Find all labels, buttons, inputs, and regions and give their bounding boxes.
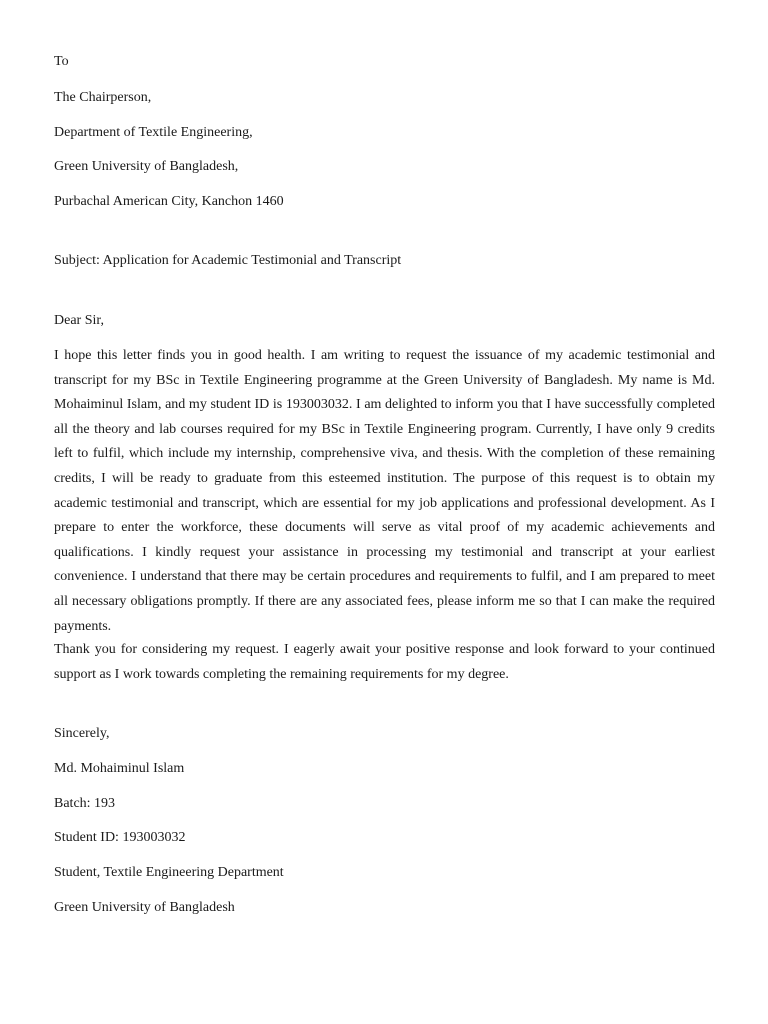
recipient-address: Purbachal American City, Kanchon 1460 <box>54 194 284 209</box>
body-paragraph-2: Thank you for considering my request. I eagerly await your positive response and look forward to your continued support as I work towards completing the remaining requirements for my degree. <box>54 642 715 682</box>
salutation: Dear Sir, <box>54 313 104 328</box>
recipient-title: The Chairperson, <box>54 90 152 105</box>
subject-line: Subject: Application for Academic Testimonial and Transcript <box>54 253 402 268</box>
sender-university: Green University of Bangladesh <box>54 900 235 915</box>
sender-role: Student, Textile Engineering Department <box>54 865 284 880</box>
body-paragraph-1: I hope this letter finds you in good health. I am writing to request the issuance of my academic testimonial and transcript for my BSc in Textile Engineering programme at the Green University of Bangladesh. My name is Md. Mohaiminul Islam, and my student ID is 193003032. I am delighted to inform you that I have successfully completed all the theory and lab courses required for my BSc in Textile Engineering program. Currently, I have only 9 credits left to fulfil, which include my internship, comprehensive viva, and thesis. With the completion of these remaining credits, I will be ready to graduate from this esteemed institution. The purpose of this request is to obtain my academic testimonial and transcript, which are essential for my job applications and professional development. As I prepare to enter the workforce, these documents will serve as vital proof of my academic achievements and qualifications. I kindly request your assistance in processing my testimonial and transcript at your earliest convenience. I understand that there may be certain procedures and requirements to fulfil, and I am prepared to meet all necessary obligations promptly. If there are any associated fees, please inform me so that I can make the required payments. <box>54 348 715 634</box>
closing-sign-off: Sincerely, <box>54 726 110 741</box>
recipient-to: To <box>54 54 69 69</box>
sender-student-id: Student ID: 193003032 <box>54 830 186 845</box>
sender-batch: Batch: 193 <box>54 796 116 811</box>
recipient-university: Green University of Bangladesh, <box>54 159 239 174</box>
sender-name: Md. Mohaiminul Islam <box>54 761 185 776</box>
recipient-department: Department of Textile Engineering, <box>54 125 253 140</box>
